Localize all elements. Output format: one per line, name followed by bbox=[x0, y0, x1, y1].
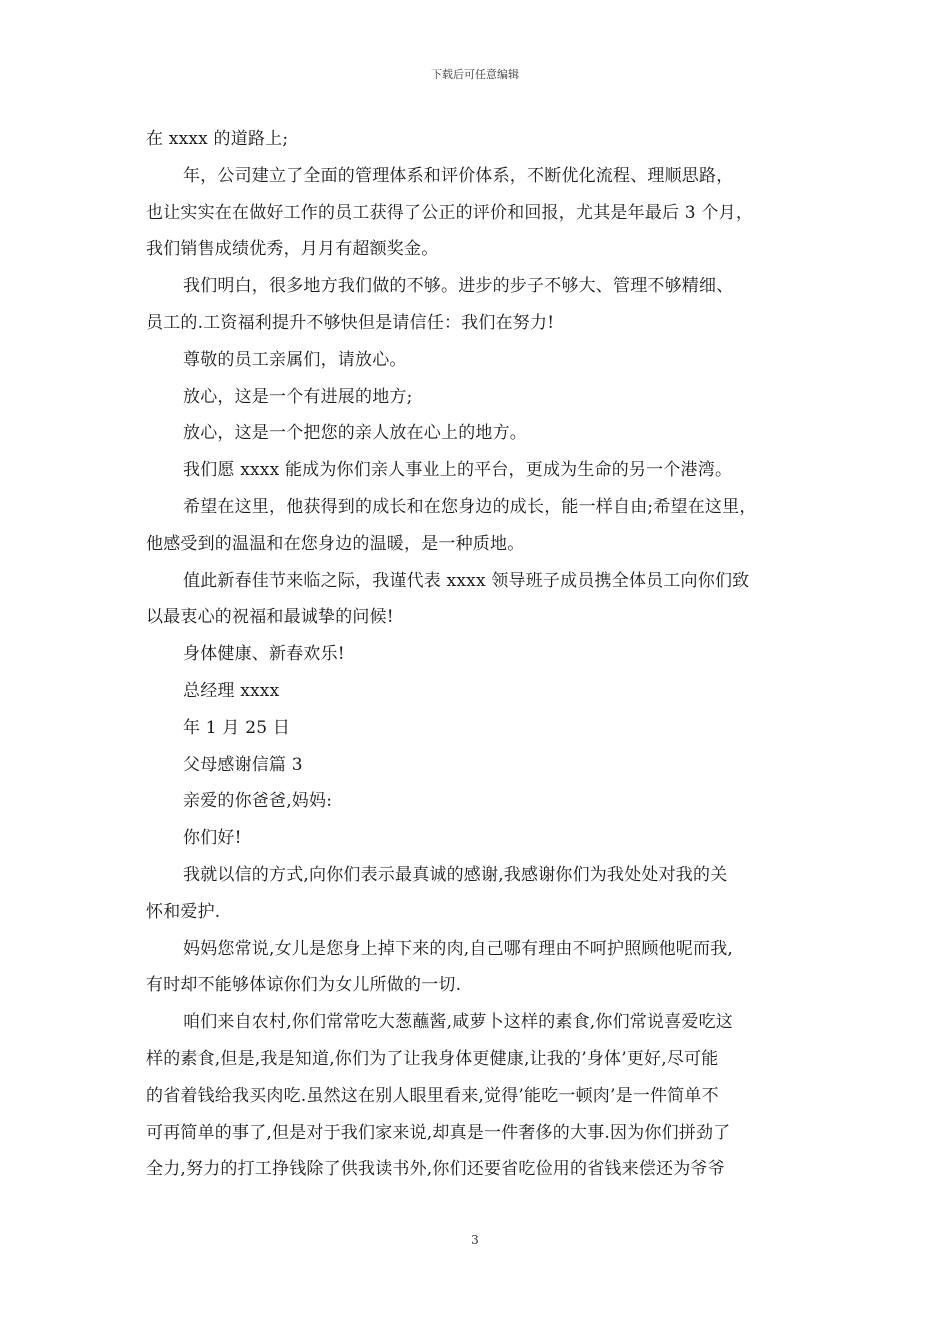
page-number: 3 bbox=[471, 1233, 479, 1247]
text-line: 也让实实在在做好工作的员工获得了公正的评价和回报，尤其是年最后 3 个月， bbox=[146, 202, 754, 223]
text-line: 父母感谢信篇 3 bbox=[183, 754, 303, 775]
text-line: 他感受到的温温和在您身边的温暖，是一种质地。 bbox=[146, 533, 525, 554]
text-line: 的省着钱给我买肉吃.虽然这在别人眼里看来,觉得’能吃一顿肉’是一件简单不 bbox=[146, 1085, 719, 1106]
text-line: 身体健康、新春欢乐! bbox=[183, 644, 345, 665]
text-line: 可再简单的事了,但是对于我们家来说,却真是一件奢侈的大事.因为你们拼劲了 bbox=[146, 1122, 731, 1143]
text-line: 你们好! bbox=[183, 828, 242, 849]
text-line: 亲爱的你爸爸,妈妈: bbox=[183, 791, 333, 812]
text-line: 年，公司建立了全面的管理体系和评价体系，不断优化流程、理顺思路， bbox=[183, 165, 734, 186]
text-line: 希望在这里，他获得到的成长和在您身边的成长，能一样自由;希望在这里， bbox=[183, 496, 757, 517]
text-line: 我们销售成绩优秀，月月有超额奖金。 bbox=[146, 239, 439, 260]
text-line: 我们愿 xxxx 能成为你们亲人事业上的平台，更成为生命的另一个港湾。 bbox=[183, 460, 733, 481]
text-line: 怀和爱护. bbox=[146, 901, 221, 922]
text-line: 样的素食,但是,我是知道,你们为了让我身体更健康,让我的’身体’更好,尽可能 bbox=[146, 1048, 719, 1069]
document-body bbox=[146, 121, 808, 1188]
text-line: 总经理 xxxx bbox=[183, 680, 280, 701]
page-header: 下载后可任意编辑 bbox=[431, 68, 519, 81]
text-line: 在 xxxx 的道路上; bbox=[146, 129, 289, 149]
text-line: 咱们来自农村,你们常常吃大葱蘸酱,咸萝卜这样的素食,你们常说喜爱吃这 bbox=[183, 1012, 734, 1033]
text-line: 妈妈您常说,女儿是您身上掉下来的肉,自己哪有理由不呵护照顾他呢而我, bbox=[183, 938, 734, 959]
text-line: 尊敬的员工亲属们，请放心。 bbox=[183, 349, 407, 370]
text-line: 员工的.工资福利提升不够快但是请信任：我们在努力! bbox=[146, 312, 555, 333]
text-line: 以最衷心的祝福和最诚挚的问候! bbox=[146, 607, 394, 628]
text-line: 我就以信的方式,向你们表示最真诚的感谢,我感谢你们为我处处对我的关 bbox=[183, 864, 728, 885]
text-line: 值此新春佳节来临之际，我谨代表 xxxx 领导班子成员携全体员工向你们致 bbox=[183, 570, 750, 591]
text-line: 年 1 月 25 日 bbox=[183, 717, 291, 738]
text-line: 全力,努力的打工挣钱除了供我读书外,你们还要省吃俭用的省钱来偿还为爷爷 bbox=[146, 1159, 725, 1180]
text-line: 放心，这是一个有进展的地方; bbox=[183, 386, 413, 407]
text-line: 放心，这是一个把您的亲人放在心上的地方。 bbox=[183, 423, 527, 444]
text-line: 有时却不能够体谅你们为女儿所做的一切. bbox=[146, 975, 462, 996]
text-line: 我们明白，很多地方我们做的不够。进步的步子不够大、管理不够精细、 bbox=[183, 276, 734, 297]
